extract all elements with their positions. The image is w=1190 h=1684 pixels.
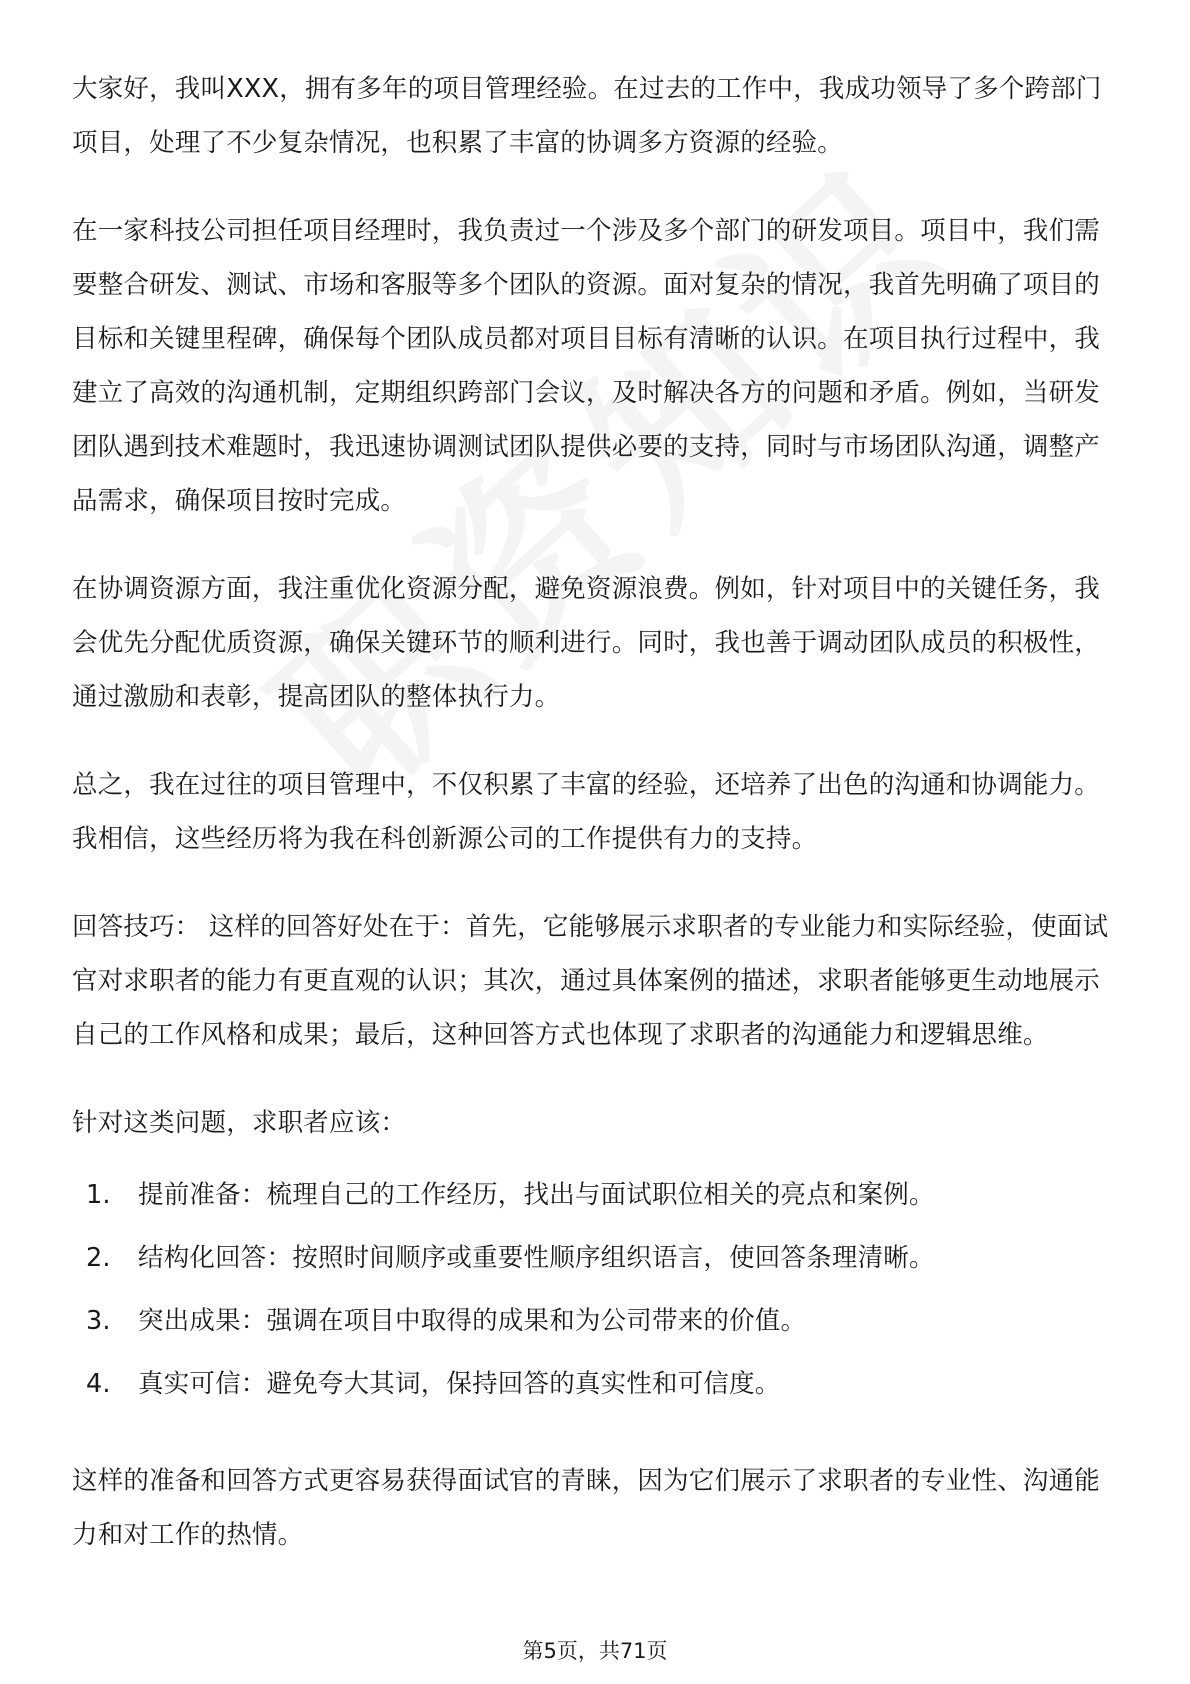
paragraph-closing: 这样的准备和回答方式更容易获得面试官的青睐，因为它们展示了求职者的专业性、沟通能力和对工作的热情。 [72, 1466, 1101, 1550]
page-number: 第5页，共71页 [522, 1639, 668, 1663]
paragraph-resources: 在协调资源方面，我注重优化资源分配，避免资源浪费。例如，针对项目中的关键任务，我会优先分配优质资源，确保关键环节的顺利进行。同时，我也善于调动团队成员的积极性，通过激励和表彰，提高团队的整体执行力。 [72, 574, 1101, 712]
list-number: 2. [86, 1243, 111, 1273]
paragraph-experience: 在一家科技公司担任项目经理时，我负责过一个涉及多个部门的研发项目。项目中，我们需要整合研发、测试、市场和客服等多个团队的资源。面对复杂的情况，我首先明确了项目的目标和关键里程碑，确保每个团队成员都对项目目标有清晰的认识。在项目执行过程中，我建立了高效的沟通机制，定期组织跨部门会议，及时解决各方的问题和矛盾。例如，当研发团队遇到技术难题时，我迅速协调测试团队提供必要的支持，同时与市场团队沟通，调整产品需求，确保项目按时完成。 [72, 216, 1101, 516]
list-text: 真实可信：避免夸大其词，保持回答的真实性和可信度。 [138, 1369, 781, 1399]
list-text: 提前准备：梳理自己的工作经历，找出与面试职位相关的亮点和案例。 [138, 1180, 935, 1210]
list-text: 结构化回答：按照时间顺序或重要性顺序组织语言，使回答条理清晰。 [138, 1243, 935, 1273]
paragraph-answer-tips: 回答技巧： 这样的回答好处在于：首先，它能够展示求职者的专业能力和实际经验，使面试官对求职者的能力有更直观的认识；其次，通过具体案例的描述，求职者能够更生动地展示自己的工作风格和成果；最后，这种回答方式也体现了求职者的沟通能力和逻辑思维。 [72, 912, 1109, 1050]
list-item [72, 1357, 1118, 1420]
list-number: 4. [86, 1369, 111, 1399]
list-item [72, 1294, 1118, 1357]
list-text: 突出成果：强调在项目中取得的成果和为公司带来的价值。 [138, 1306, 807, 1336]
list-item [72, 1231, 1118, 1294]
paragraph-intro: 大家好，我叫XXX，拥有多年的项目管理经验。在过去的工作中，我成功领导了多个跨部门项目，处理了不少复杂情况，也积累了丰富的协调多方资源的经验。 [72, 74, 1102, 158]
list-item [72, 1168, 1118, 1231]
list-number: 3. [86, 1306, 111, 1336]
document-body [72, 62, 1118, 1596]
advice-list [72, 1168, 1118, 1420]
paragraph-summary: 总之，我在过往的项目管理中，不仅积累了丰富的经验，还培养了出色的沟通和协调能力。我相信，这些经历将为我在科创新源公司的工作提供有力的支持。 [72, 770, 1101, 854]
paragraph-advice-lead: 针对这类问题，求职者应该： [72, 1108, 407, 1138]
list-number: 1. [86, 1180, 111, 1210]
